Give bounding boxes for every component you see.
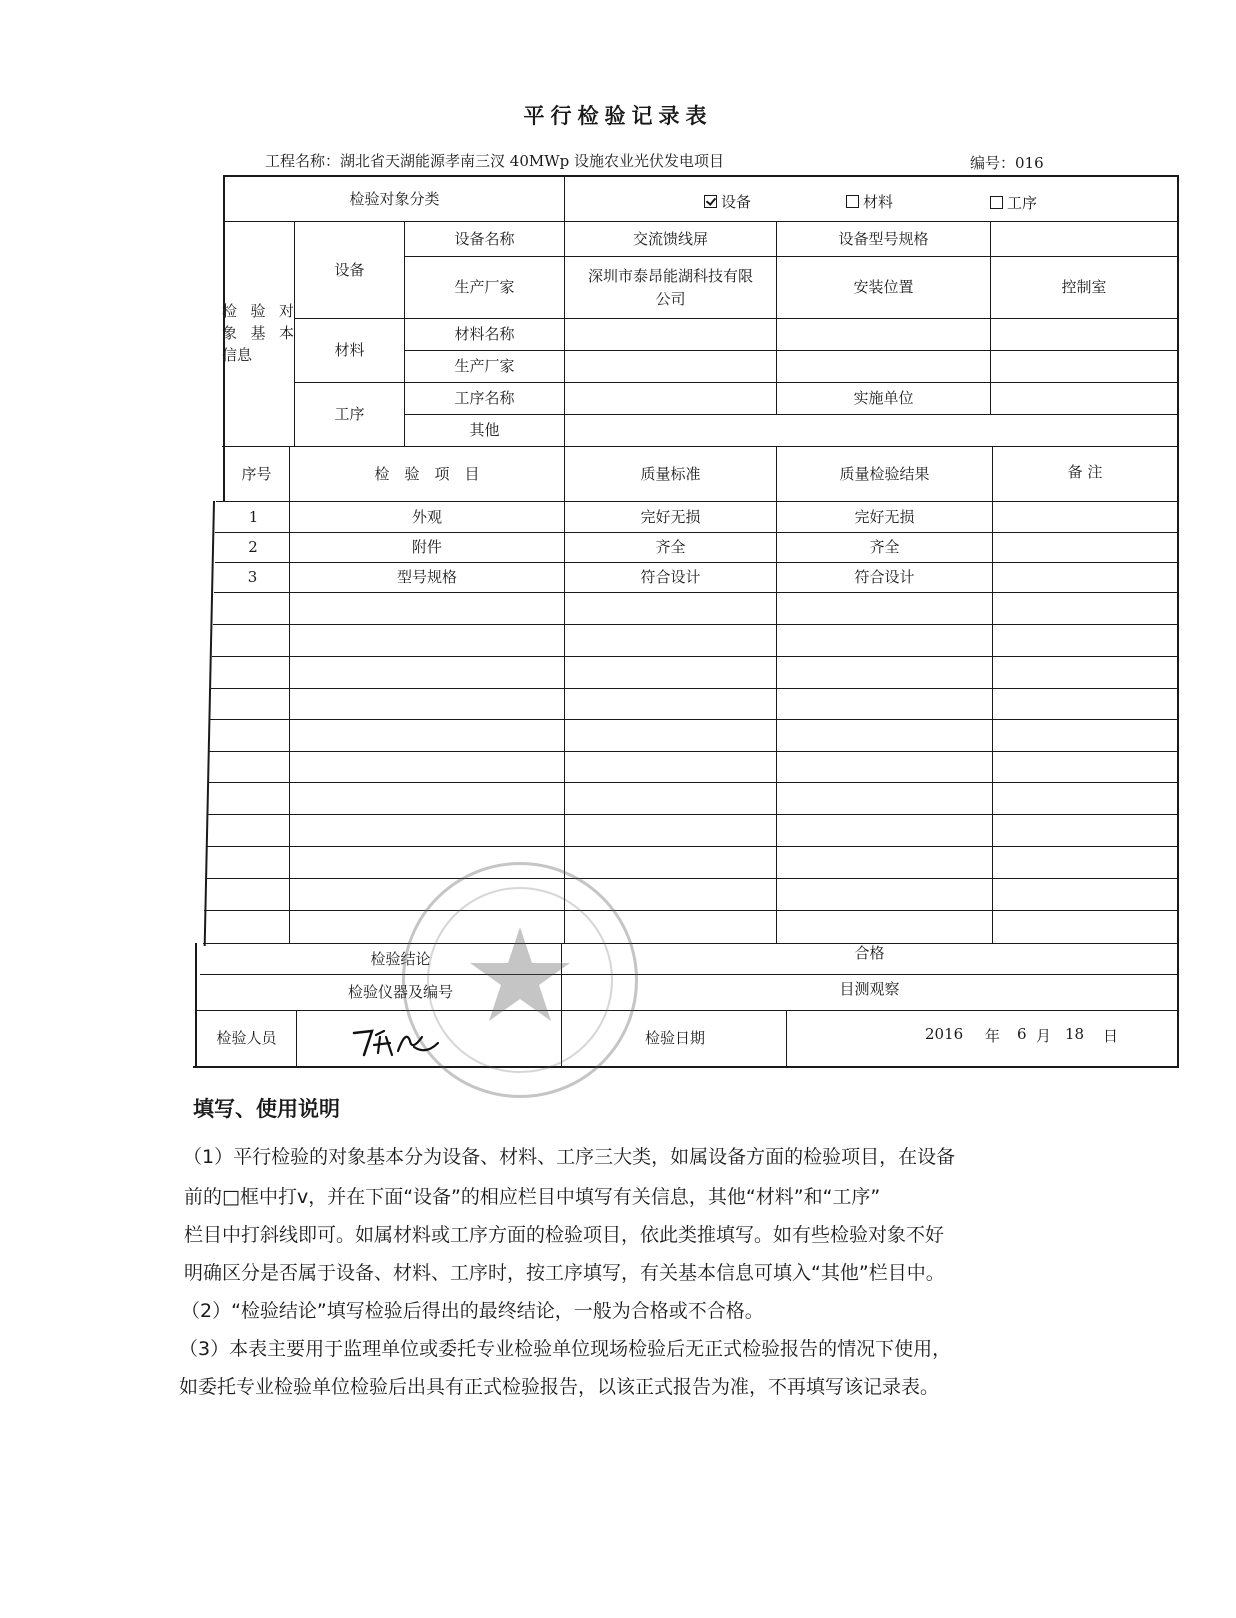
border-left-lower [204,501,215,946]
instructions-line-4: 明确区分是否属于设备、材料、工序时，按工序填写，有关基本信息可填入“其他”栏目中。 [184,1262,945,1284]
instructions-line-5: （2）“检验结论”填写检验后得出的最终结论，一般为合格或不合格。 [181,1300,764,1322]
process-other-label: 其他 [469,421,500,440]
basic-info-label: 检 验 对 象 基 本 信息 [222,302,294,364]
row-1-remark [993,502,1177,532]
h-line-row5 [212,656,1178,657]
equipment-name-value: 交流馈线屏 [632,229,708,248]
v-line-right-value-mat [990,318,991,383]
h-line-row10 [207,814,1178,815]
row-2-no: 2 [248,538,258,557]
project-name: 工程名称：湖北省天湖能源孝南三汊 40MWp 设施农业光伏发电项目 [265,152,725,170]
instructions-line-3: 栏目中打斜线即可。如属材料或工序方面的检验项目，依此类推填写。如有些检验对象不好 [184,1224,945,1246]
h-line-row9 [208,782,1178,783]
category-option-label: 材料 [863,193,894,211]
equipment-name-label: 设备名称 [454,229,515,248]
instrument-label: 检验仪器及编号 [347,983,453,1002]
checkbox-icon[interactable] [846,195,859,208]
equipment-model-label: 设备型号规格 [838,229,929,248]
process-unit-label: 实施单位 [853,389,914,408]
row-3-result: 符合设计 [854,568,915,587]
row-3-remark [993,563,1177,592]
v-line-cat-label [564,175,565,222]
date-day: 18 [1065,1025,1085,1043]
row-2-standard: 齐全 [655,538,686,557]
material-label: 材料 [334,341,365,360]
category-option-label: 设备 [721,193,752,211]
instrument-value: 目测观察 [839,980,900,999]
h-line-row4 [213,624,1178,625]
h-line-row6 [211,688,1178,689]
header-result: 质量检验结果 [839,464,930,483]
date-year-unit: 年 [985,1027,1001,1045]
v-line-right-label-mat [776,318,777,383]
row-3-standard: 符合设计 [640,568,701,587]
date-month-unit: 月 [1036,1027,1052,1045]
row-1-item: 外观 [411,507,442,526]
row-2-remark [993,533,1177,562]
instructions-line-2: 前的□框中打v，并在下面“设备”的相应栏目中填写有关信息，其他“材料”和“工序” [184,1186,881,1208]
checkbox-checked-icon[interactable] [704,195,717,208]
row-1-standard: 完好无损 [640,507,701,526]
header-item: 检 验 项 目 [374,464,480,483]
equipment-model-value [991,222,1177,256]
header-standard: 质量标准 [640,464,701,483]
process-label: 工序 [334,405,365,424]
equipment-location-label: 安装位置 [853,278,914,297]
date-month: 6 [1017,1025,1027,1043]
instructions-line-6: （3）本表主要用于监理单位或委托专业检验单位现场检验后无正式检验报告的情况下使用， [179,1338,952,1360]
row-1-no: 1 [248,507,259,526]
row-3-item: 型号规格 [396,568,457,587]
header-no: 序号 [241,464,272,483]
row-3-no: 3 [247,568,258,587]
instructions-title: 填写、使用说明 [193,1097,340,1121]
header-remark: 备 注 [1067,462,1103,481]
h-line-row8 [209,751,1178,752]
v-line-date [786,1010,787,1067]
category-option-label: 工序 [1007,194,1038,212]
equipment-location-value: 控制室 [1061,278,1107,297]
h-line-row13 [204,910,1178,911]
process-name-label: 工序名称 [454,389,515,408]
instructions-line-7: 如委托专业检验单位检验后出具有正式检验报告，以该正式报告为准，不再填写该记录表。 [179,1376,940,1398]
conclusion-label: 检验结论 [370,949,431,968]
material-maker-label: 生产厂家 [454,357,515,376]
category-option-material[interactable] [846,191,893,212]
conclusion-value: 合格 [854,943,885,962]
category-label: 检验对象分类 [349,189,440,208]
v-line-right-value-proc [990,382,991,415]
h-line-row11 [206,846,1178,847]
equipment-maker-value: 深圳市泰昂能湖科技有限 公司 [587,267,753,308]
category-option-equipment[interactable] [704,191,751,212]
h-line-row7 [210,719,1178,720]
instructions-line-1: （1）平行检验的对象基本分为设备、材料、工序三大类，如属设备方面的检验项目，在设备 [183,1146,956,1168]
date-day-unit: 日 [1103,1027,1119,1045]
date-label: 检验日期 [644,1029,705,1048]
border-right [1177,175,1179,1068]
h-line-row3 [214,592,1178,593]
category-option-process[interactable] [990,192,1037,213]
border-bottom [193,1066,1178,1068]
date-year: 2016 [925,1025,964,1043]
equipment-label: 设备 [334,260,365,279]
material-name-label: 材料名称 [454,325,515,344]
row-2-result: 齐全 [869,538,900,557]
h-line-row12 [205,878,1178,879]
v-line-inspector [296,1010,297,1067]
form-number: 编号：016 [970,154,1044,172]
inspector-label: 检验人员 [216,1029,277,1048]
form-title: 平行检验记录表 [523,104,713,128]
row-2-item: 附件 [411,538,442,557]
checkbox-icon[interactable] [990,196,1003,209]
row-1-result: 完好无损 [854,507,915,526]
equipment-maker-label: 生产厂家 [454,278,515,297]
inspector-signature [350,1025,450,1065]
